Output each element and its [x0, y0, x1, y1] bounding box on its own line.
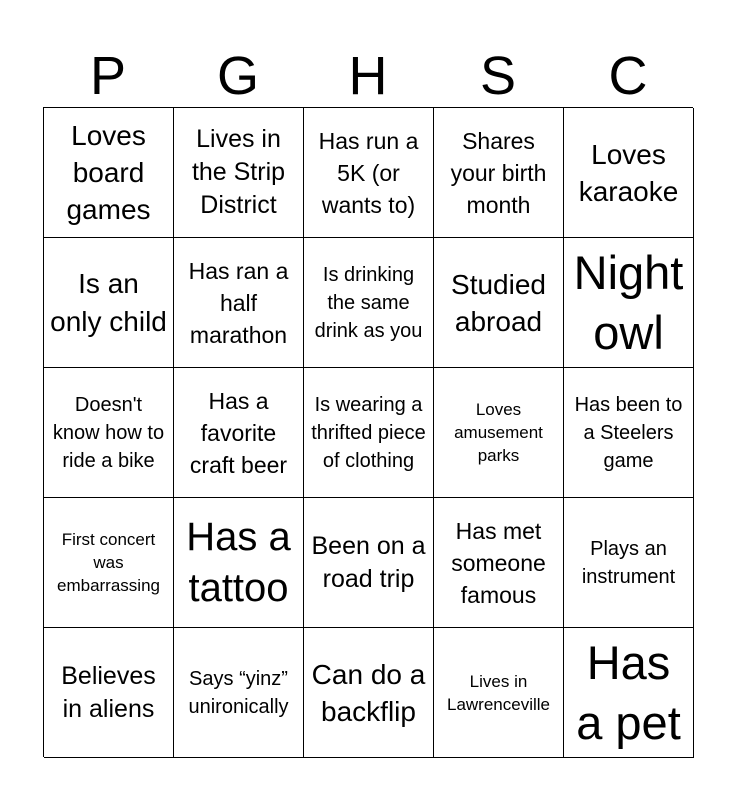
- cell-text: Says “yinz” unironically: [188, 667, 289, 718]
- header-letter-p: P: [89, 46, 127, 106]
- bingo-cell[interactable]: [564, 368, 694, 498]
- bingo-board: [43, 107, 693, 757]
- bingo-cell[interactable]: [304, 238, 434, 368]
- cell-text: Has been to a Steelers game: [574, 393, 683, 472]
- bingo-cell[interactable]: [44, 368, 174, 498]
- bingo-cell[interactable]: [564, 108, 694, 238]
- bingo-cell[interactable]: [304, 108, 434, 238]
- cell-text: Loves board games: [66, 120, 151, 225]
- cell-text: Has a tattoo: [186, 514, 291, 610]
- cell-text: Plays an instrument: [581, 537, 676, 588]
- bingo-cell[interactable]: [434, 628, 564, 758]
- header-letter-s: S: [479, 46, 517, 106]
- bingo-cell[interactable]: [44, 108, 174, 238]
- bingo-cell[interactable]: [304, 628, 434, 758]
- bingo-cell[interactable]: [564, 238, 694, 368]
- bingo-cell[interactable]: [564, 498, 694, 628]
- cell-text: Believes in aliens: [61, 661, 156, 723]
- bingo-cell[interactable]: [44, 498, 174, 628]
- cell-text: Lives in the Strip District: [191, 125, 286, 219]
- bingo-cell[interactable]: [174, 238, 304, 368]
- cell-text: Loves amusement parks: [454, 400, 543, 465]
- cell-text: Shares your birth month: [450, 127, 547, 218]
- bingo-cell[interactable]: [44, 628, 174, 758]
- bingo-cell[interactable]: [434, 498, 564, 628]
- cell-text: Lives in Lawrenceville: [447, 671, 550, 714]
- header-letter-g: G: [216, 46, 259, 106]
- cell-text: Loves karaoke: [578, 138, 679, 207]
- cell-text: Has met someone famous: [451, 517, 546, 608]
- bingo-cell[interactable]: [304, 368, 434, 498]
- cell-text: Been on a road trip: [311, 531, 426, 593]
- bingo-cell[interactable]: [174, 628, 304, 758]
- cell-text: First concert was embarrassing: [57, 530, 160, 595]
- bingo-header: [43, 44, 693, 108]
- cell-text: Has ran a half marathon: [188, 257, 289, 348]
- cell-text: Has a pet: [576, 635, 681, 749]
- header-letter-c: C: [608, 46, 648, 106]
- bingo-cell[interactable]: [44, 238, 174, 368]
- bingo-cell[interactable]: [304, 498, 434, 628]
- bingo-cell[interactable]: [174, 498, 304, 628]
- bingo-cell[interactable]: [434, 238, 564, 368]
- bingo-cell[interactable]: [174, 368, 304, 498]
- cell-text: Doesn't know how to ride a bike: [52, 393, 165, 472]
- bingo-cell[interactable]: [434, 368, 564, 498]
- cell-text: Has run a 5K (or wants to): [318, 127, 419, 218]
- cell-text: Studied abroad: [451, 268, 546, 337]
- header-letter-h: H: [348, 46, 388, 106]
- cell-text: Has a favorite craft beer: [189, 387, 288, 478]
- bingo-cell[interactable]: [564, 628, 694, 758]
- bingo-cell[interactable]: [174, 108, 304, 238]
- bingo-cell[interactable]: [434, 108, 564, 238]
- cell-text: Night owl: [573, 245, 684, 359]
- cell-text: Can do a backflip: [311, 658, 426, 727]
- cell-text: Is wearing a thrifted piece of clothing: [311, 393, 426, 472]
- cell-text: Is drinking the same drink as you: [314, 263, 423, 342]
- cell-text: Is an only child: [50, 267, 167, 337]
